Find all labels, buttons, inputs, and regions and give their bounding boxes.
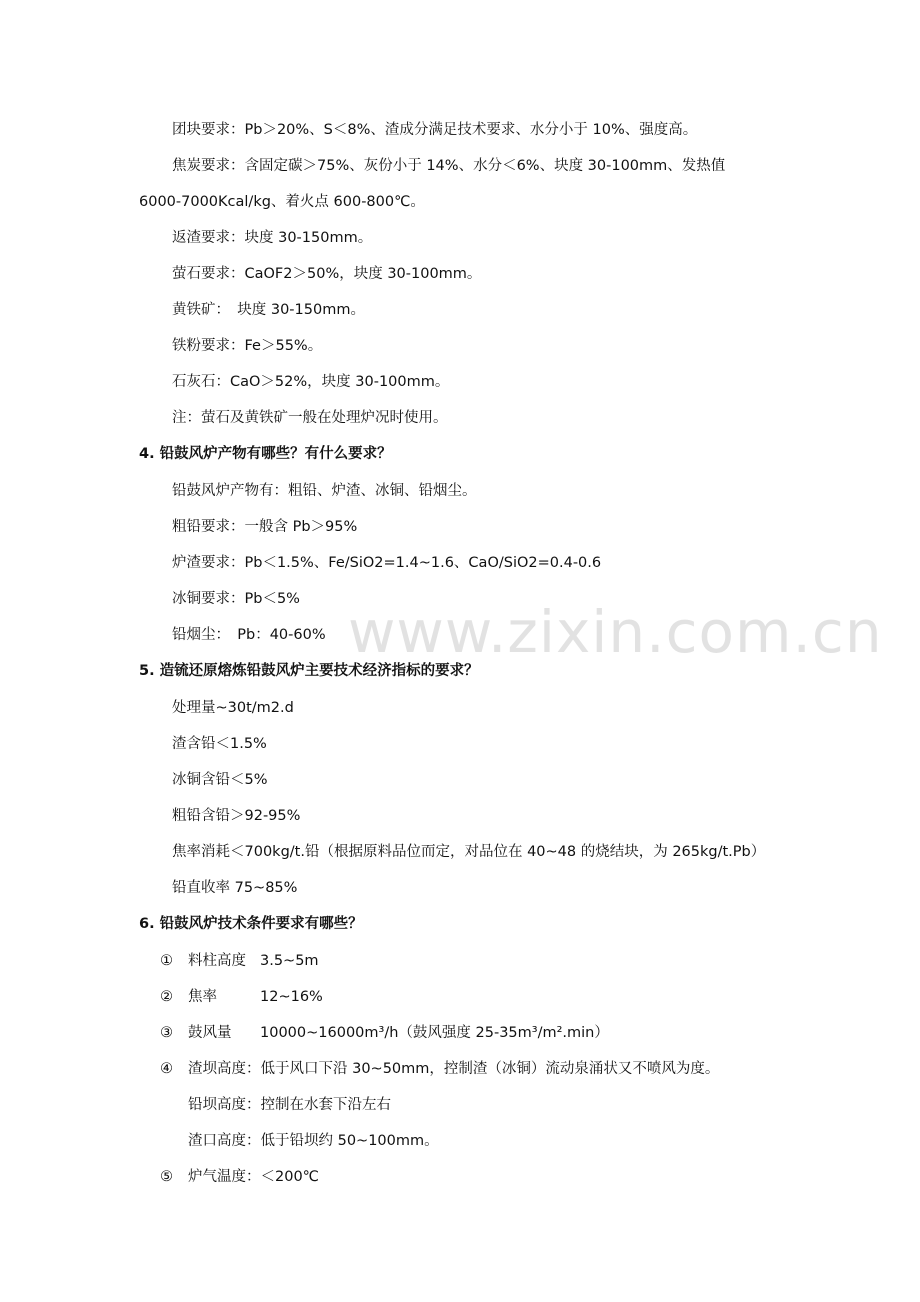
text-line: 铅鼓风炉产物有：粗铅、炉渣、冰铜、铅烟尘。 [172, 483, 477, 499]
list-item [160, 986, 323, 1008]
item-number: ⑤ [160, 1169, 173, 1185]
text-line: 焦率消耗＜700kg/t.铅（根据原料品位而定，对品位在 40~48 的烧结块，为 265kg/t.Pb） [172, 844, 766, 860]
list-item [160, 1022, 609, 1044]
text-line: 渣含铅＜1.5% [172, 736, 267, 752]
item-number: ③ [160, 1025, 173, 1041]
text-line: 焦炭要求：含固定碳＞75%、灰份小于 14%、水分＜6%、块度 30-100mm、发热值 [172, 158, 726, 174]
item-number: ④ [160, 1061, 173, 1077]
item-text: 炉气温度：＜200℃ [188, 1169, 319, 1185]
text-line: 铅直收率 75~85% [172, 880, 298, 896]
text-line: 渣口高度：低于铅坝约 50~100mm。 [188, 1133, 439, 1149]
item-text: 渣坝高度：低于风口下沿 30~50mm，控制渣（冰铜）流动泉涌状又不喷风为度。 [188, 1061, 720, 1077]
text-line: 铅烟尘： Pb：40-60% [172, 627, 326, 643]
text-line: 注：萤石及黄铁矿一般在处理炉况时使用。 [172, 410, 448, 426]
text-line: 铅坝高度：控制在水套下沿左右 [188, 1097, 391, 1113]
text-line: 黄铁矿： 块度 30-150mm。 [172, 302, 365, 318]
text-line: 返渣要求：块度 30-150mm。 [172, 230, 373, 246]
item-value: 12~16% [260, 989, 323, 1005]
item-number: ① [160, 953, 173, 969]
text-line: 粗铅要求：一般含 Pb＞95% [172, 519, 358, 535]
text-line: 萤石要求：CaOF2＞50%，块度 30-100mm。 [172, 266, 482, 282]
text-line: 处理量~30t/m2.d [172, 700, 294, 716]
section-heading: 6. 铅鼓风炉技术条件要求有哪些？ [139, 916, 363, 932]
list-item [160, 1058, 719, 1080]
item-value: 10000~16000m³/h（鼓风强度 25-35m³/m².min） [260, 1025, 609, 1041]
text-line: 冰铜含铅＜5% [172, 772, 268, 788]
item-value: 3.5~5m [260, 953, 319, 969]
item-label: 料柱高度 [188, 953, 246, 969]
text-line: 粗铅含铅＞92-95% [172, 808, 301, 824]
text-line: 石灰石：CaO＞52%，块度 30-100mm。 [172, 374, 450, 390]
list-item [160, 950, 319, 972]
list-item [160, 1166, 319, 1188]
text-line: 铁粉要求：Fe＞55%。 [172, 338, 323, 354]
item-label: 焦率 [188, 989, 217, 1005]
text-line: 炉渣要求：Pb＜1.5%、Fe/SiO2=1.4~1.6、CaO/SiO2=0.4-0.6 [172, 555, 602, 571]
text-line: 6000-7000Kcal/kg、着火点 600-800℃。 [139, 194, 425, 210]
text-line: 冰铜要求：Pb＜5% [172, 591, 300, 607]
watermark: www.zixin.com.cn [348, 598, 883, 666]
item-number: ② [160, 989, 173, 1005]
item-label: 鼓风量 [188, 1025, 232, 1041]
section-heading: 5. 造锍还原熔炼铅鼓风炉主要技术经济指标的要求？ [139, 663, 479, 679]
text-line: 团块要求：Pb＞20%、S＜8%、渣成分满足技术要求、水分小于 10%、强度高。 [172, 122, 698, 138]
section-heading: 4. 铅鼓风炉产物有哪些？有什么要求？ [139, 446, 392, 462]
